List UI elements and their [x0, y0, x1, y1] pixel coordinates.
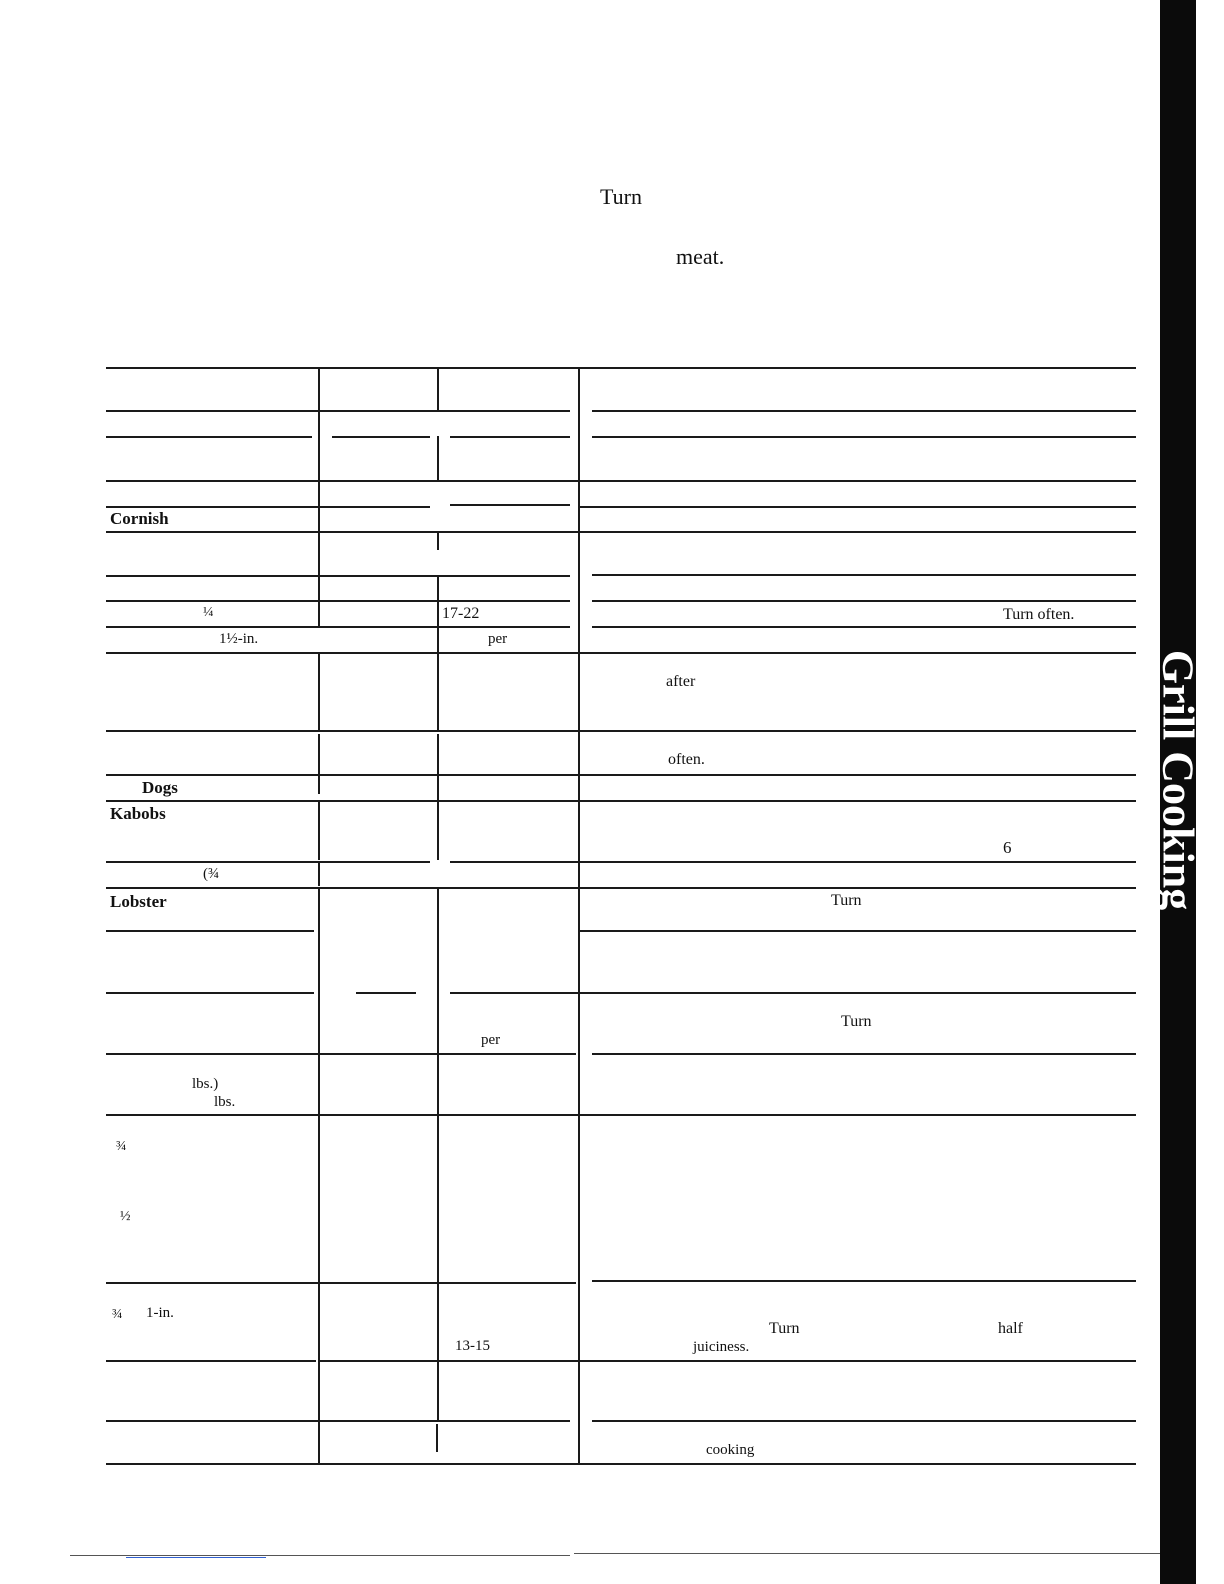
- note-half: half: [998, 1320, 1023, 1337]
- column-divider: [437, 436, 439, 480]
- table-rule: [580, 506, 1136, 508]
- intro-turn-word: Turn: [600, 184, 642, 209]
- column-divider: [578, 368, 580, 1465]
- cook-time-per-2: per: [481, 1032, 501, 1048]
- table-rule: [106, 930, 314, 932]
- column-divider: [318, 576, 320, 626]
- table-rule: [106, 1053, 576, 1055]
- table-rule: [106, 730, 1136, 732]
- table-rule: [106, 861, 430, 863]
- row-label-cornish: Cornish: [110, 509, 169, 528]
- row-label-three-quarter-2: ¾: [116, 1139, 127, 1154]
- table-top-rule: [106, 367, 1136, 369]
- note-turn-1: Turn: [831, 892, 862, 909]
- section-side-title: Grill Cooking: [1153, 649, 1203, 911]
- footer-rule: [70, 1555, 570, 1556]
- table-rule: [318, 1360, 1136, 1362]
- column-divider: [318, 888, 320, 1464]
- table-rule: [106, 626, 570, 628]
- table-rule: [106, 1360, 316, 1362]
- table-rule: [106, 1420, 570, 1422]
- note-after: after: [666, 673, 696, 690]
- table-rule: [450, 504, 570, 506]
- intro-meat-word: meat.: [676, 244, 725, 269]
- table-rule: [592, 626, 1136, 628]
- table-rule: [106, 774, 1136, 776]
- note-six: 6: [1003, 838, 1012, 857]
- row-label-lbs-1: lbs.): [192, 1076, 219, 1092]
- column-divider: [437, 734, 439, 800]
- row-label-three-quarter-3: ¾: [112, 1307, 123, 1322]
- column-divider: [318, 532, 320, 576]
- row-label-lbs-2: lbs.: [214, 1094, 236, 1110]
- column-divider: [437, 626, 439, 730]
- note-turn-3: Turn: [769, 1320, 800, 1337]
- row-label-thickness: 1½-in.: [219, 631, 259, 647]
- table-rule: [592, 574, 1136, 576]
- table-rule: [106, 436, 312, 438]
- column-divider: [437, 576, 439, 626]
- table-rule: [450, 992, 1136, 994]
- table-rule: [106, 531, 1136, 533]
- column-divider: [437, 888, 439, 1422]
- note-often: often.: [668, 751, 705, 768]
- table-rule: [592, 1280, 1136, 1282]
- table-rule: [106, 575, 570, 577]
- column-divider: [436, 1424, 438, 1452]
- column-divider: [437, 802, 439, 860]
- cook-time-13-15: 13-15: [455, 1338, 490, 1354]
- table-rule: [592, 410, 1136, 412]
- row-label-three-quarter: (¾: [203, 866, 220, 882]
- column-divider: [318, 368, 320, 480]
- table-rule: [106, 800, 1136, 802]
- table-rule: [592, 1420, 1136, 1422]
- table-bottom-rule: [106, 1463, 1136, 1465]
- note-juiciness: juiciness.: [693, 1339, 750, 1355]
- note-turn-2: Turn: [841, 1013, 872, 1030]
- table-rule: [450, 436, 570, 438]
- table-rule: [580, 930, 1136, 932]
- row-label-quarter: ¼: [203, 605, 214, 620]
- cook-time-per-1: per: [488, 631, 508, 647]
- row-label-kabobs: Kabobs: [110, 804, 166, 823]
- column-divider: [437, 368, 439, 410]
- table-rule: [450, 861, 1136, 863]
- table-rule: [106, 992, 314, 994]
- table-rule: [106, 410, 570, 412]
- row-label-dogs: Dogs: [142, 778, 178, 797]
- table-rule: [106, 480, 1136, 482]
- row-label-lobster: Lobster: [110, 892, 167, 911]
- table-rule: [356, 992, 416, 994]
- cook-time-17-22: 17-22: [442, 605, 480, 622]
- table-rule: [106, 1114, 1136, 1116]
- column-divider: [318, 734, 320, 794]
- table-rule: [592, 600, 1136, 602]
- table-rule: [106, 887, 1136, 889]
- row-label-half: ½: [120, 1209, 131, 1224]
- table-rule: [106, 652, 1136, 654]
- row-label-one-inch: 1-in.: [146, 1305, 174, 1321]
- column-divider: [318, 802, 320, 860]
- column-divider: [437, 532, 439, 550]
- column-divider: [318, 652, 320, 730]
- note-cooking: cooking: [706, 1442, 755, 1458]
- column-divider: [318, 862, 320, 886]
- column-divider: [318, 480, 320, 532]
- table-rule: [106, 600, 570, 602]
- footer-accent-rule: [126, 1557, 266, 1558]
- footer-rule: [574, 1553, 1160, 1554]
- table-rule: [592, 1053, 1136, 1055]
- note-turn-often: Turn often.: [1003, 606, 1075, 623]
- table-rule: [592, 436, 1136, 438]
- table-rule: [106, 1282, 576, 1284]
- table-rule: [106, 506, 430, 508]
- table-rule: [332, 436, 430, 438]
